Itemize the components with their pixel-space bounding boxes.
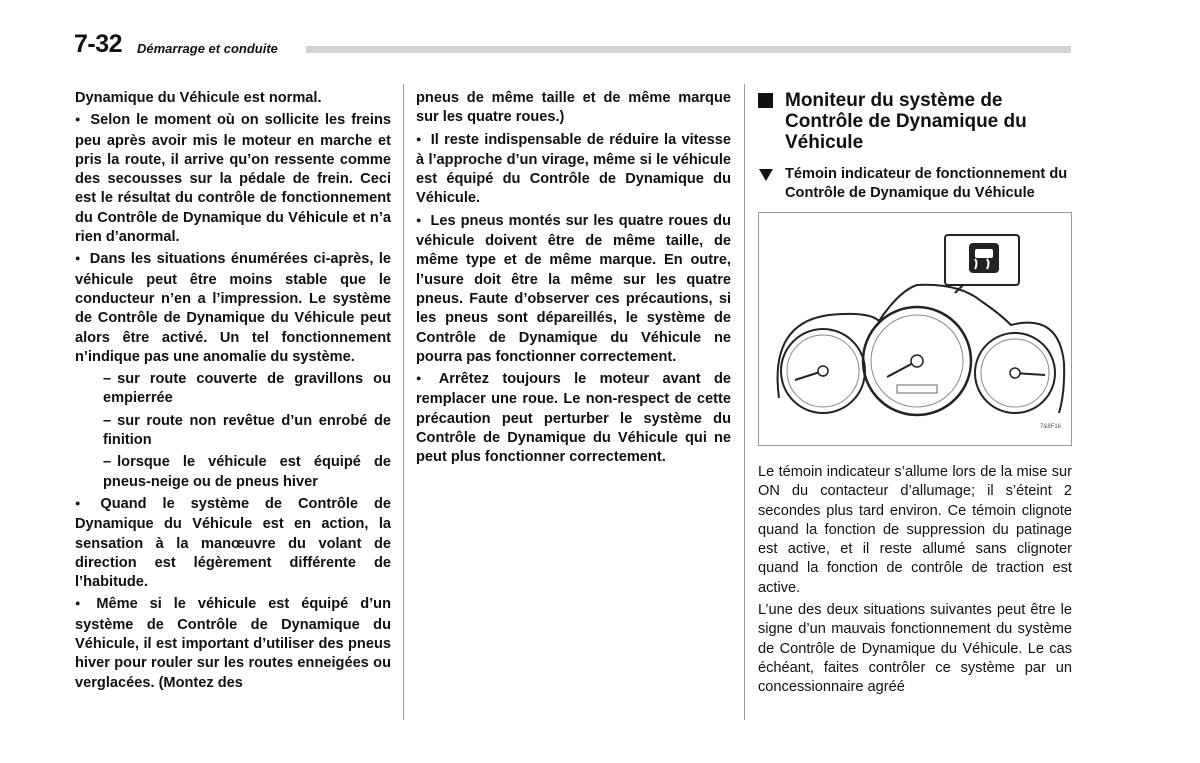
- bullet-item: [75, 595, 391, 692]
- column-right: [758, 90, 1072, 701]
- bullet-text: Quand le système de Contrôle de Dynamique du Véhicule est en action, la sensation à la manœuvre du volant de direction est légèrement différente de l’habitude.: [75, 495, 391, 591]
- figure-code: 7&8F16: [1039, 423, 1061, 430]
- heading-text: Moniteur du système de Contrôle de Dynamique du Véhicule: [785, 90, 1027, 153]
- bullet-item: [416, 212, 731, 367]
- sub-heading: [758, 165, 1072, 203]
- paragraph: Dynamique du Véhicule est normal.: [75, 90, 322, 106]
- bullet-item: [75, 495, 391, 592]
- subheading-text: Témoin indicateur de fonctionnement du Contrôle de Dynamique du Véhicule: [785, 166, 1068, 201]
- column-middle: [416, 89, 731, 471]
- square-bullet-icon: [758, 93, 773, 108]
- paragraph: Le témoin indicateur s’allume lors de la mise sur ON du contacteur d’allumage; il s’éteint 2 secondes plus tard environ. Ce témoin clignote quand la fonction de suppression du patinage est active, et il reste allumé sans clignoter quand la fonction de contrôle de traction est active.: [758, 464, 1072, 596]
- dash-text: lorsque le véhicule est équipé de pneus-neige ou de pneus hiver: [103, 454, 391, 490]
- bullet-text: Selon le moment où on sollicite les freins peu après avoir mis le moteur en marche et pris la route, il arrive qu’on ressente comme des secousses sur la pédale de frein. Ceci est le résultat du contrôle de fonctionnement du Contrôle de Dynamique du Véhicule et n’a rien d’anormal.: [75, 112, 391, 246]
- bullet-item: [416, 370, 731, 467]
- column-divider: [403, 84, 404, 720]
- paragraph: L’une des deux situations suivantes peut être le signe d’un mauvais fonctionnement du système de Contrôle de Dynamique du Véhicule. Le cas échéant, faites contrôler ce système par un concessionnaire agréé: [758, 602, 1072, 696]
- column-left: [75, 89, 391, 696]
- header-rule: [306, 46, 1071, 53]
- dash-symbol: –: [103, 371, 112, 388]
- bullet-item: [75, 250, 391, 367]
- dash-symbol: –: [103, 454, 112, 471]
- skid-warning-icon: [969, 243, 999, 273]
- section-heading: [758, 90, 1072, 153]
- bullet-text: Dans les situations énumérées ci-après, le véhicule peut être moins stable que le conducteur n’en a l’impression. Le système de Contrôle de Dynamique du Véhicule peut alors être activé. Un tel fonctionnement n’indique pas une anomalie du système.: [75, 251, 392, 365]
- instrument-cluster-figure: [758, 212, 1072, 446]
- section-title: Démarrage et conduite: [137, 41, 278, 56]
- instrument-cluster-illustration: [759, 213, 1071, 445]
- dash-text: sur route non revêtue d’un enrobé de finition: [103, 412, 391, 449]
- bullet-text: Arrêtez toujours le moteur avant de remplacer une roue. Le non-respect de cette précaution peut perturber le système du Contrôle de Dynamique du Véhicule qui ne peut plus fonctionner correctement.: [416, 371, 732, 466]
- dash-text: sur route couverte de gravillons ou empierrée: [103, 371, 391, 407]
- bullet-item: [416, 131, 731, 209]
- dash-item: [103, 370, 391, 409]
- triangle-bullet-icon: [759, 169, 773, 181]
- bullet-text: Il reste indispensable de réduire la vitesse à l’approche d’un virage, même si le véhicule est équipé du Contrôle de Dynamique du Véhicule.: [416, 131, 731, 207]
- page-number: 7-32: [74, 30, 123, 58]
- dash-symbol: –: [103, 412, 112, 429]
- bullet-item: [75, 111, 391, 247]
- column-divider: [744, 84, 745, 720]
- bullet-text: Même si le véhicule est équipé d’un système de Contrôle de Dynamique du Véhicule, il est important d’utiliser des pneus hiver pour rouler sur les routes enneigées ou verglacées. (Montez des: [75, 596, 391, 691]
- bullet-text: Les pneus montés sur les quatre roues du véhicule doivent être de même taille, de même type et de même marque. En outre, l’usure doit être la même sur les quatre pneus. Faute d’observer ces précautions, si les pneus sont dépareillés, le système de Contrôle de Dynamique du Véhicule ne pourra pas fonctionner correctement.: [416, 212, 731, 365]
- paragraph: pneus de même taille et de même marque sur les quatre roues.): [416, 90, 731, 126]
- dash-item: [103, 412, 391, 451]
- dash-item: [103, 453, 391, 492]
- page-header: [0, 0, 1200, 70]
